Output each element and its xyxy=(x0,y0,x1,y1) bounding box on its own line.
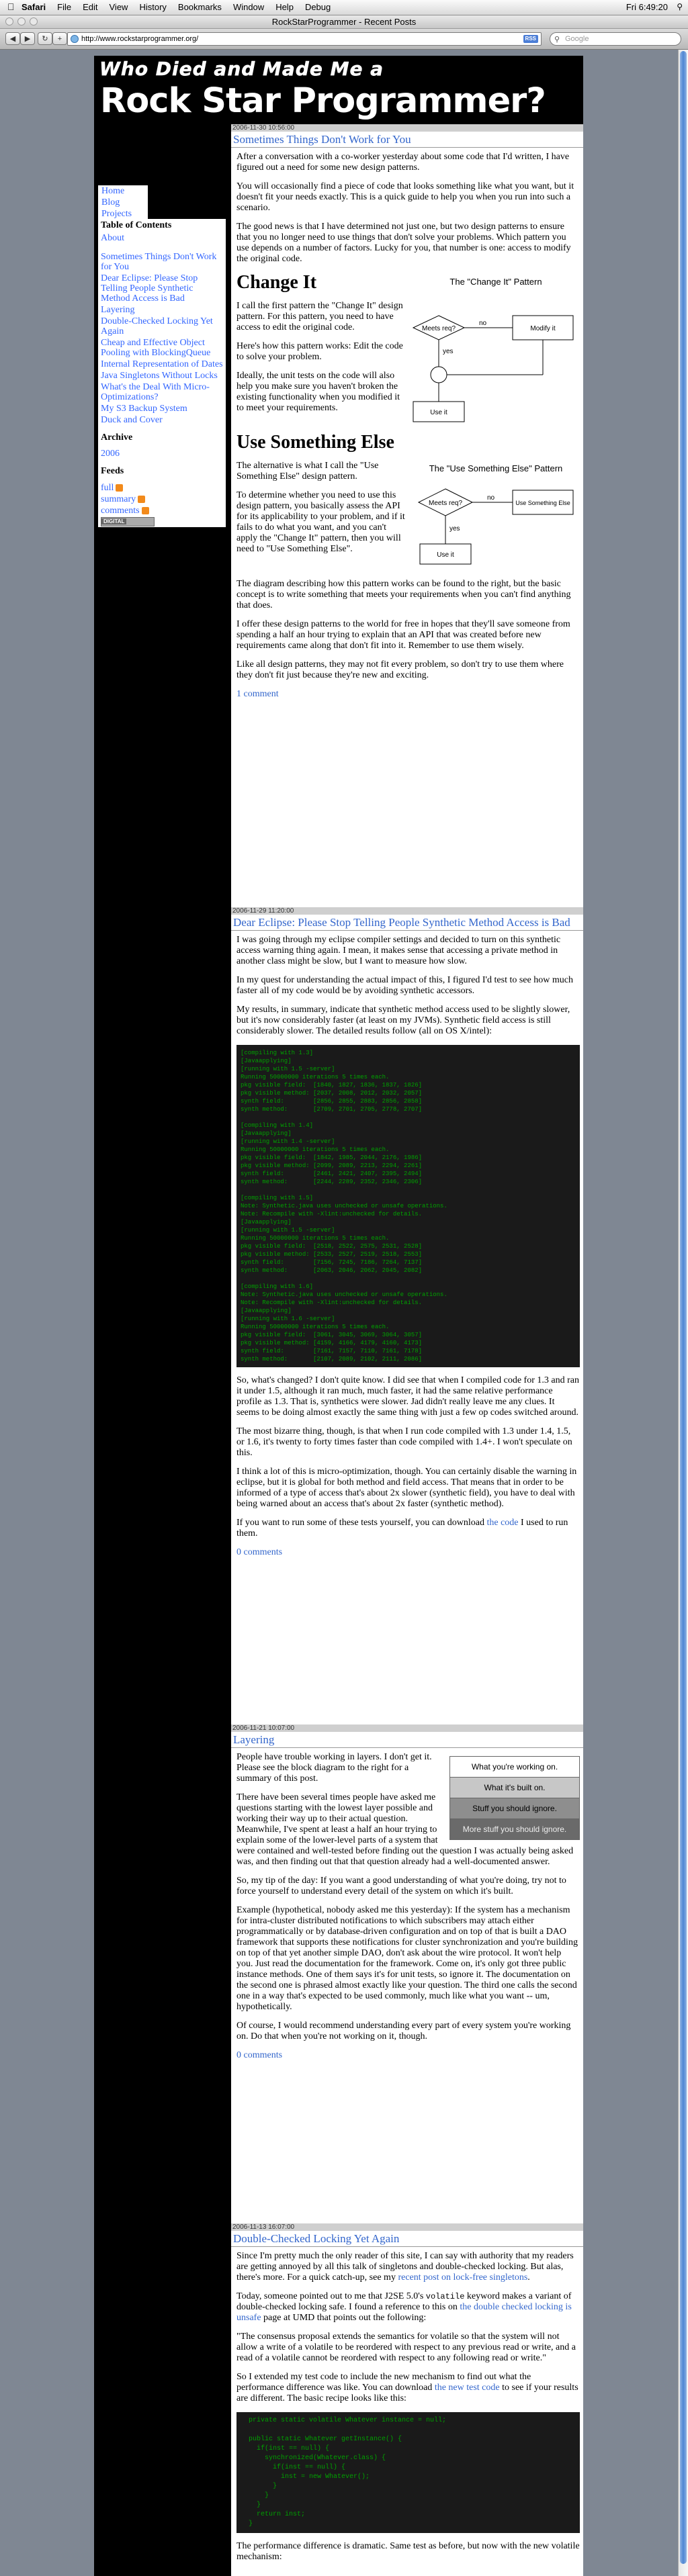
feed-link-summary[interactable]: summary xyxy=(101,494,136,504)
toc-item[interactable] xyxy=(98,359,226,370)
search-input[interactable] xyxy=(550,32,681,46)
spotlight-icon[interactable]: ⚲ xyxy=(677,2,683,11)
post-date: 2006-11-30 10:56:00 xyxy=(231,124,583,132)
menu-view[interactable]: View xyxy=(109,2,128,12)
text-span: So I extended my test code to include the new mechanism to find out what the performance difference was like. You can download xyxy=(236,2372,531,2393)
menu-edit[interactable]: Edit xyxy=(83,2,98,12)
blog-post xyxy=(231,1724,583,2069)
hosting-badge-label: DIGITAL xyxy=(101,518,126,524)
diagram-title: The "Use Something Else" Pattern xyxy=(429,463,563,473)
modify-label: Modify it xyxy=(530,325,556,332)
zoom-window-button[interactable] xyxy=(30,17,38,26)
toc-link[interactable]: Sometimes Things Don't Work for You xyxy=(101,252,217,272)
post-paragraph: I offer these design patterns to the world for free in hopes that they'll save someone from spending a half an hour trying to explain that an API that was created before new requirements came along that don't fit into it. Remember to use them wisely. xyxy=(236,619,570,651)
text-span: . xyxy=(527,2272,530,2283)
post-paragraph xyxy=(236,2291,580,2324)
use-something-else-label: Use Something Else xyxy=(515,500,570,506)
comments-link[interactable]: 0 comments xyxy=(236,1547,283,1557)
forward-button[interactable]: ▶ xyxy=(20,32,35,45)
text-span: If you want to run some of these tests yourself, you can download xyxy=(236,1518,484,1528)
text-span: Today, someone pointed out to me that J2SE 5.0's xyxy=(236,2291,424,2301)
window-titlebar xyxy=(0,15,688,29)
post-paragraph: Example (hypothetical, nobody asked me this yesterday): If the system has a mechanism for intra-cluster distributed notifications to which subscribers may attach either programmatically or by database-driven configuration and on top of that is built a DAO framework that supports these notifications for cluster synchronization and you're building on top of that yet another simple DAO, don't ask about the wire protocol. It won't help you. Just read the documentation for the framework. Come on, it's only got three public instance methods. One of them says it's for unit tests, so ignore it. The documentation on the second one is phrased almost exactly like your question. The third one calls the second one in a way that's expected to be used commonly, much like what you want -- um, hypothetically. xyxy=(236,1905,578,2012)
toc-link[interactable]: My S3 Backup System xyxy=(101,404,187,414)
minimize-window-button[interactable] xyxy=(17,17,26,26)
inline-code: volatile xyxy=(425,2292,465,2301)
toc-link[interactable]: Internal Representation of Dates xyxy=(101,359,223,369)
post-paragraph: I call the first pattern the "Change It" design pattern. For this pattern, you need to have access to edit the original code. xyxy=(236,301,403,332)
toc-item[interactable] xyxy=(98,304,226,316)
menu-history[interactable]: History xyxy=(139,2,167,12)
post-paragraph: People have trouble working in layers. I don't get it. Please see the block diagram to the right for a summary of this post. xyxy=(236,1752,432,1784)
comments-link[interactable]: 1 comment xyxy=(236,689,279,699)
sidebar-nav xyxy=(98,185,148,220)
menu-bookmarks[interactable]: Bookmarks xyxy=(177,2,222,12)
feed-link-comments[interactable]: comments xyxy=(101,506,140,516)
post-body xyxy=(231,931,583,1558)
window-controls xyxy=(5,17,38,26)
post-paragraph: In my quest for understanding the actual impact of this, I figured I'd test to see how much faster all of my code would be by avoiding synthetic accessors. xyxy=(236,975,573,996)
hosting-badge[interactable] xyxy=(101,517,155,526)
yes-label: yes xyxy=(443,348,454,355)
post-title-link[interactable]: Double-Checked Locking Yet Again xyxy=(231,2231,583,2247)
archive-list xyxy=(98,445,226,459)
toc-item[interactable] xyxy=(98,337,226,359)
layer-ignore-more: More stuff you should ignore. xyxy=(450,1819,579,1839)
site-banner xyxy=(94,56,583,124)
post-body xyxy=(231,2247,583,2563)
post-paragraph: The good news is that I have determined not just one, but two design patterns to ensure that you no longer need to use things that don't solve your problems. Which pattern you use depends on a number of factors. Lucky for you, that number is one: access to modify the original code. xyxy=(236,222,571,264)
toc-link[interactable]: Layering xyxy=(101,305,135,315)
decision-label: Meets req? xyxy=(421,325,456,332)
toc-link[interactable]: Java Singletons Without Locks xyxy=(101,371,218,381)
layer-working-on: What you're working on. xyxy=(450,1757,579,1778)
post-paragraph: Of course, I would recommend understanding every part of every system you're working on. Do that when you're not working on it, though. xyxy=(236,2021,571,2041)
post-body xyxy=(231,1748,583,2061)
post-body xyxy=(231,148,583,700)
recipe-code-block: private static volatile Whatever instance = null; public static Whatever getInstance() { if(inst == null) { synchronized(Whatever.class) { if(inst == null) { inst = new Whatever(); } } } return inst; } xyxy=(236,2412,580,2533)
feed-item[interactable] xyxy=(98,516,226,527)
menu-list xyxy=(22,2,331,12)
post-paragraph: The most bizarre thing, though, is that when I run code compiled with 1.3 under 1.4, 1.5, or 1.6, it's twenty to forty times faster than code compiled with 1.4+. I won't speculate on this. xyxy=(236,1426,572,1458)
toc-item[interactable] xyxy=(98,370,226,381)
banner-tagline: Who Died and Made Me a xyxy=(99,58,384,80)
post-paragraph xyxy=(236,1518,580,1539)
web-page xyxy=(94,56,583,2576)
post-title-link[interactable]: Layering xyxy=(231,1732,583,1748)
menu-help[interactable]: Help xyxy=(275,2,294,12)
text-span: page at UMD that points out the following: xyxy=(263,2313,427,2323)
globe-icon xyxy=(71,35,79,43)
dcl-unsafe-link[interactable]: the double checked locking is unsafe xyxy=(236,2302,572,2323)
diagram-title: The "Change It" Pattern xyxy=(449,277,542,287)
post-paragraph: My results, in summary, indicate that synthetic method access used to be slightly slower, but it's now considerably faster (at least on my JVMs). Synthetic field access is still considerably slower. The detailed results follow (all on OS X/intel): xyxy=(236,1005,570,1036)
feed-link-full[interactable]: full xyxy=(101,483,114,493)
toc-item[interactable] xyxy=(98,232,226,251)
decision-label: Meets req? xyxy=(428,500,463,507)
banner-title: Rock Star Programmer? xyxy=(100,81,546,121)
nav-item-blog[interactable] xyxy=(98,197,148,208)
add-bookmark-button[interactable]: + xyxy=(52,32,67,45)
window-title: RockStarProgrammer - Recent Posts xyxy=(271,17,417,27)
layer-diagram xyxy=(449,1756,580,1840)
close-window-button[interactable] xyxy=(5,17,13,26)
use-it-label: Use it xyxy=(437,551,454,559)
post-paragraph: The diagram describing how this pattern works can be found to the right, but the basic concept is to write something that meets your requirements when you can't find anything that does. xyxy=(236,579,571,610)
nav-item-projects[interactable] xyxy=(98,208,148,220)
menu-window[interactable]: Window xyxy=(232,2,265,12)
rss-feed-icon[interactable] xyxy=(116,484,123,492)
menu-debug[interactable]: Debug xyxy=(304,2,331,12)
post-paragraph: After a conversation with a co-worker yesterday about some code that I'd written, I have figured out a need for some new design patterns. xyxy=(236,152,570,173)
post-date: 2006-11-21 10:07:00 xyxy=(231,1724,583,1732)
text-span: Since I'm pretty much the only reader of this site, I can say with authority that my readers are getting annoyed by all this talk of singletons and double-checked locking. But alas, there's more. For a quick catch-up, see my xyxy=(236,2251,574,2283)
menubar-clock[interactable]: Fri 6:49:20 xyxy=(626,2,668,12)
blog-post xyxy=(231,2223,583,2571)
toc-link[interactable]: Cheap and Effective Object Pooling with BlockingQueue xyxy=(101,338,211,358)
toc-item[interactable] xyxy=(98,414,226,426)
post-paragraph: Like all design patterns, they may not fit every problem, so don't try to use them where they don't fit just because they're new and exciting. xyxy=(236,659,564,680)
test-code-link[interactable]: the new test code xyxy=(434,2383,500,2393)
toc-item[interactable] xyxy=(98,316,226,337)
text-span: I used to run them. xyxy=(236,1518,568,1538)
section-heading: Change It xyxy=(236,272,317,293)
post-date: 2006-11-13 16:07:00 xyxy=(231,2223,583,2231)
post-paragraph: The performance difference is dramatic. Same test as before, but now with the new volatile mechanism: xyxy=(236,2541,580,2562)
toc-item[interactable] xyxy=(98,273,226,304)
browser-toolbar xyxy=(0,29,688,50)
toc-link[interactable]: What's the Deal With Micro-Optimizations? xyxy=(101,382,210,402)
scrollbar-thumb[interactable] xyxy=(680,51,687,2564)
section-heading: Use Something Else xyxy=(236,432,394,453)
text-span: keyword makes a variant of double-checked locking safe. I found a reference to this on xyxy=(236,2291,572,2312)
post-paragraph xyxy=(236,2251,580,2283)
vertical-scrollbar[interactable] xyxy=(678,50,688,2576)
rss-feed-icon[interactable] xyxy=(142,507,149,514)
rss-feed-icon[interactable] xyxy=(138,496,145,503)
toc-link[interactable]: Duck and Cover xyxy=(101,415,163,425)
merge-node xyxy=(431,367,447,383)
post-paragraph: So, my tip of the day: If you want a good understanding of what you're doing, try not to force yourself to understand every detail of the system on which it's built. xyxy=(236,1876,566,1896)
toc-item[interactable] xyxy=(98,381,226,403)
toc-list xyxy=(98,232,226,426)
nav-link-blog[interactable]: Blog xyxy=(101,197,120,208)
comments-link[interactable]: 0 comments xyxy=(236,2050,283,2060)
change-it-diagram xyxy=(412,274,580,428)
post-paragraph: I think a lot of this is micro-optimization, though. You can certainly disable the warning in eclipse, but it is global for both method and field access. That means that in order to be informed of a type of access that's about 2x slower (synthetic field), you have to deal with being warned about an access that's about 2x faster (synthetic method). xyxy=(236,1467,577,1509)
post-paragraph: To determine whether you need to use this design pattern, you basically assess the API for its applicability to your problem, and if it fails to do what you want, and you can't apply the "Change It" pattern, then you will need to "Use Something Else". xyxy=(236,490,405,554)
feed-item[interactable] xyxy=(98,505,226,516)
feed-item[interactable] xyxy=(98,482,226,494)
post-paragraph: Here's how this pattern works: Edit the code to solve your problem. xyxy=(236,341,403,362)
toc-link[interactable]: Dear Eclipse: Please Stop Telling People Synthetic Method Access is Bad xyxy=(101,273,198,304)
yes-label: yes xyxy=(449,525,460,533)
text-span: to see if your results are different. The basic recipe looks like this: xyxy=(236,2383,578,2403)
blog-post xyxy=(231,907,583,1566)
download-code-link[interactable]: the code xyxy=(486,1518,519,1528)
reload-button[interactable]: ↻ xyxy=(38,32,52,45)
feeds-list xyxy=(98,478,226,527)
nav-link-home[interactable]: Home xyxy=(101,186,125,196)
use-something-else-diagram xyxy=(412,461,580,575)
toc-link[interactable]: Double-Checked Locking Yet Again xyxy=(101,316,213,336)
post-title-link[interactable]: Sometimes Things Don't Work for You xyxy=(231,132,583,148)
post-paragraph: So, what's changed? I don't quite know. I did see that when I compiled code for 1.3 and ran it under 1.5, although it ran much, much faster, it had the same relative performance profile as 1.3. That is, synthetics were slower. Jad didn't really leave me any clues. It seems to be doing almost exactly the same thing with just a few op codes switched around. xyxy=(236,1375,579,1418)
toc-item[interactable] xyxy=(98,403,226,414)
archive-item[interactable] xyxy=(98,445,226,459)
post-paragraph: The alternative is what I call the "Use Something Else" design pattern. xyxy=(236,461,379,481)
post-paragraph: There have been several times people have asked me questions starting with the lowest layer possible and working their way up to their actual question. Meanwhile, I've spent at least a half an hour trying to explain some of the lower-level parts of a system that were contained and well-tested before finding out the question I was actually being asked was, and then finding out that that question already had a well-documented answer. xyxy=(236,1792,574,1867)
archive-heading: Archive xyxy=(98,431,226,445)
recent-post-link[interactable]: recent post on lock-free singletons xyxy=(398,2272,528,2283)
mac-menubar xyxy=(0,0,688,15)
menu-safari[interactable]: Safari xyxy=(22,2,46,12)
apple-menu-icon[interactable] xyxy=(7,1,15,12)
table-of-contents xyxy=(98,219,226,527)
post-date: 2006-11-29 11:20:00 xyxy=(231,907,583,915)
layer-built-on: What it's built on. xyxy=(450,1778,579,1798)
post-paragraph: Ideally, the unit tests on the code will also help you make sure you haven't broken the existing functionality when you modified it to meet your requirements. xyxy=(236,371,400,413)
feeds-heading: Feeds xyxy=(98,465,226,478)
address-bar[interactable] xyxy=(67,32,542,46)
post-title-link[interactable]: Dear Eclipse: Please Stop Telling People Synthetic Method Access is Bad xyxy=(231,915,583,931)
search-icon: ⚲ xyxy=(554,36,560,44)
menu-file[interactable]: File xyxy=(57,2,72,12)
post-paragraph: You will occasionally find a piece of code that looks something like what you want, but it doesn't fit your needs exactly. This is a quick guide to help you when you run into such a scenario. xyxy=(236,181,574,213)
post-paragraph xyxy=(236,2372,580,2404)
feed-item[interactable] xyxy=(98,494,226,505)
blog-post xyxy=(231,124,583,708)
toc-link-about[interactable]: About xyxy=(101,233,124,243)
address-bar-url: http://www.rockstarprogrammer.org/ xyxy=(81,35,199,43)
main-content xyxy=(231,124,583,2576)
sidebar xyxy=(94,124,231,2576)
use-it-label: Use it xyxy=(430,409,447,416)
post-paragraph: I was going through my eclipse compiler settings and decided to turn on this synthetic access warning thing again. I mean, it makes sense that accessing a private method in another class might be slow, but I want to measure how slow. xyxy=(236,935,561,966)
benchmark-code-block: [compiling with 1.3] [Javaapplying] [running with 1.5 -server] Running 50000000 iterations 5 times each. pkg visible field: [1840, 1827, 1836, 1837, 1826] pkg visible method: [2037, 2008, 2012, 2032, 2057] synth field: [2856, 2855, 2883, 2856, 2858] synth method: [2709, 2701, 2705, 2778, 2707] [compiling with 1.4] [Javaapplying] [running with 1.4 -server] Running 50000000 iterations 5 times each. pkg visible field: [1842, 1985, 2044, 2176, 1986] pkg visible method: [2099, 2089, 2213, 2294, 2261] synth field: [2461, 2421, 2407, 2395, 2494] synth method: [2244, 2289, 2352, 2346, 2306] [compiling with 1.5] Note: Synthetic.java uses unchecked or unsafe operations. Note: Recompile with -Xlint:unchecked for details. [Javaapplying] [running with 1.5 -server] Running 50000000 iterations 5 times each. pkg visible field: [2518, 2522, 2575, 2531, 2528] pkg visible method: [2533, 2527, 2519, 2518, 2553] synth field: [7156, 7245, 7186, 7264, 7137] synth method: [2063, 2046, 2062, 2045, 2082] [compiling with 1.6] Note: Synthetic.java uses unchecked or unsafe operations. Note: Recompile with -Xlint:unchecked for details. [Javaapplying] [running with 1.6 -server] Running 50000000 iterations 5 times each. pkg visible field: [3061, 3045, 3069, 3064, 3057] pkg visible method: [4159, 4166, 4179, 4160, 4173] synth field: [7161, 7157, 7110, 7161, 7178] synth method: [2107, 2089, 2102, 2111, 2086] xyxy=(236,1045,580,1367)
layer-ignore: Stuff you should ignore. xyxy=(450,1798,579,1819)
toc-heading: Table of Contents xyxy=(98,219,226,232)
archive-link-2006[interactable]: 2006 xyxy=(101,449,120,459)
rss-icon[interactable]: RSS xyxy=(523,35,538,43)
search-placeholder: Google xyxy=(565,35,589,43)
no-label: no xyxy=(479,320,487,327)
toc-item[interactable] xyxy=(98,251,226,273)
no-label: no xyxy=(487,494,495,502)
back-button[interactable]: ◀ xyxy=(5,32,20,45)
nav-item-home[interactable] xyxy=(98,185,148,197)
nav-link-projects[interactable]: Projects xyxy=(101,209,132,219)
blockquote: "The consensus proposal extends the semantics for volatile so that the system will not allow a write of a volatile to be reordered with respect to any previous read or write, and a read of a volatile cannot be reordered with respect to any following read or write." xyxy=(236,2332,576,2363)
